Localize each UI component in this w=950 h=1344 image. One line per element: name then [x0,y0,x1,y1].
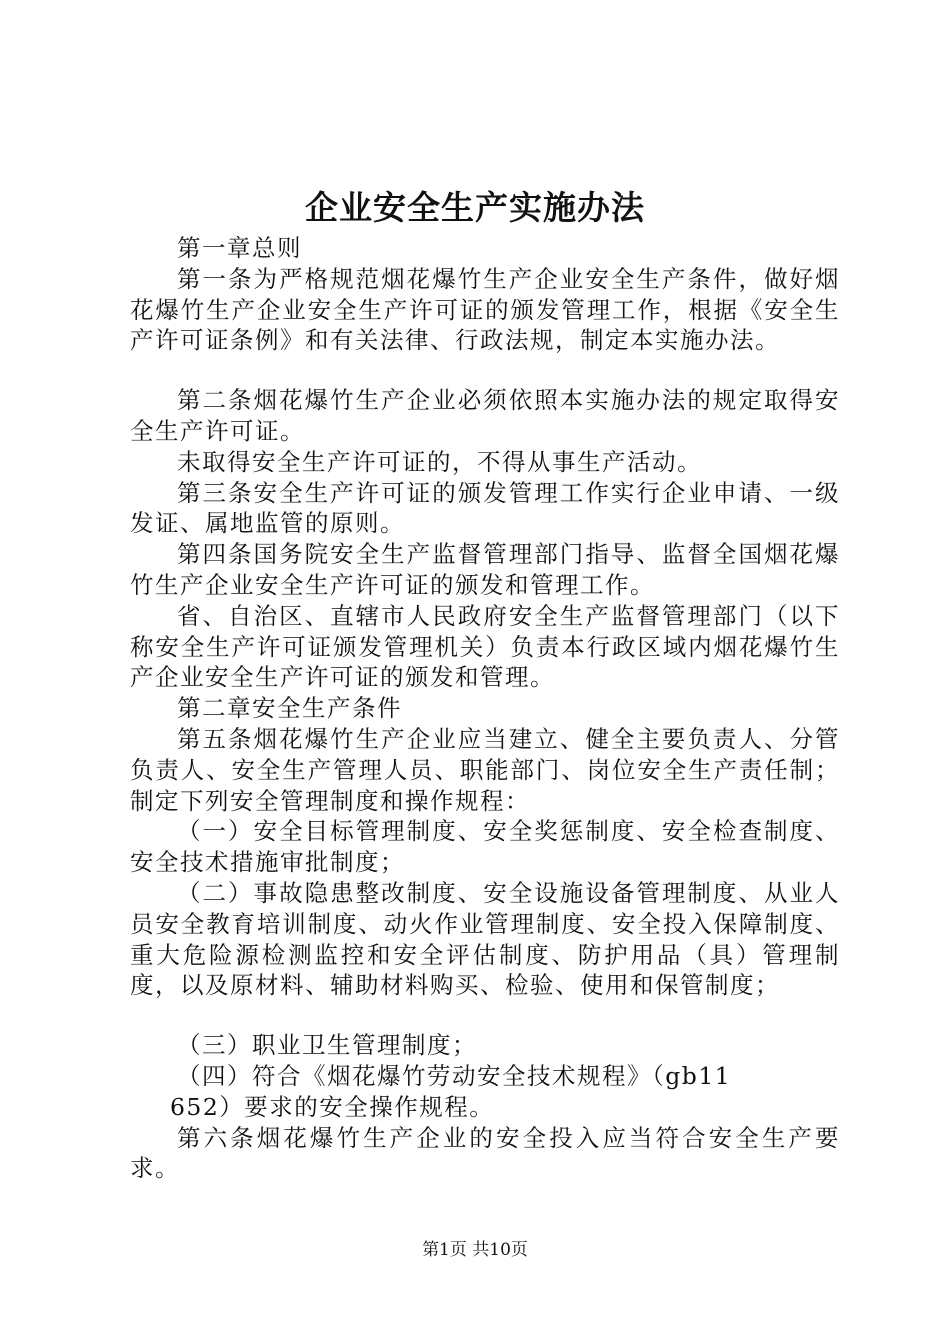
article-paragraph: 第一条为严格规范烟花爆竹生产企业安全生产条件，做好烟花爆竹生产企业安全生产许可证的颁发管理工作，根据《安全生产许可证条例》和有关法律、行政法规，制定本实施办法。 [130,264,840,355]
article-paragraph: 未取得安全生产许可证的，不得从事生产活动。 [177,447,702,476]
page-footer: 第1页 共10页 [422,1240,528,1260]
article-paragraph: 省、自治区、直辖市人民政府安全生产监督管理部门（以下称安全生产许可证颁发管理机关）负责本行政区域内烟花爆竹生产企业安全生产许可证的颁发和管理。 [130,601,840,692]
document-body [130,233,840,1184]
list-item-paragraph: （四）符合《烟花爆竹劳动安全技术规程》（gb11 [177,1061,732,1090]
chapter-heading: 第一章总则 [177,234,302,262]
list-item-paragraph: （一）安全目标管理制度、安全奖惩制度、安全检查制度、安全技术措施审批制度； [130,817,840,877]
article-paragraph: 第四条国务院安全生产监督管理部门指导、监督全国烟花爆竹生产企业安全生产许可证的颁发和管理工作。 [130,540,840,599]
article-paragraph: 第三条安全生产许可证的颁发管理工作实行企业申请、一级发证、属地监管的原则。 [130,478,840,538]
list-item-paragraph: （二）事故隐患整改制度、安全设施设备管理制度、从业人员安全教育培训制度、动火作业管理制度、安全投入保障制度、重大危险源检测监控和安全评估制度、防护用品（具）管理制度，以及原材料、辅助材料购买、检验、使用和保管制度； [130,878,840,1000]
article-paragraph: 第二条烟花爆竹生产企业必须依照本实施办法的规定取得安全生产许可证。 [130,386,840,445]
document-title: 企业安全生产实施办法 [305,188,645,227]
chapter-heading: 第二章安全生产条件 [177,694,402,723]
article-paragraph: 第六条烟花爆竹生产企业的安全投入应当符合安全生产要求。 [130,1123,840,1183]
list-item-continuation: 652）要求的安全操作规程。 [169,1092,495,1121]
list-item-paragraph: （三）职业卫生管理制度； [177,1031,477,1060]
article-paragraph: 第五条烟花爆竹生产企业应当建立、健全主要负责人、分管负责人、安全生产管理人员、职能部门、岗位安全生产责任制；制定下列安全管理制度和操作规程： [130,724,840,815]
